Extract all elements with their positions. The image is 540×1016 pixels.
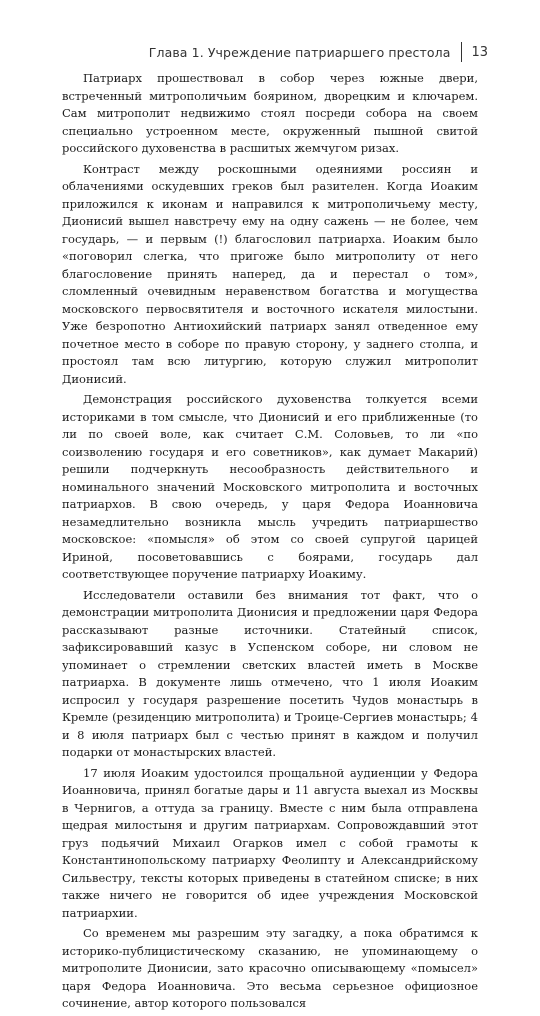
body-text (62, 70, 478, 1016)
paragraph: Демонстрация российского духовенства толкуется всеми историками в том смысле, что Дионисий и его приближенные (то ли по своей воле, как считает С.М. Соловьев, то ли «по соизволению государя и его советников», как думает Макарий) решили подчеркнуть несообразность действительного и номинального значений Московского митрополита и восточных патриархов. В свою очередь, у царя Федора Иоанновича незамедлительно возникла мысль учредить патриаршество московское: «помысля» об этом со своей супругой царицей Ириной, посоветовавшись с боярами, государь дал соответствующее поручение патриарху Иоакиму. (62, 392, 478, 581)
running-header (149, 42, 488, 62)
page-number: 13 (471, 44, 488, 60)
header-divider (461, 42, 462, 62)
paragraph: 17 июля Иоаким удостоился прощальной аудиенции у Федора Иоанновича, принял богатые дары и 11 августа выехал из Москвы в Чернигов, а оттуда за границу. Вместе с ним была отправлена щедрая милостыня и другим патриархам. Сопровождавший этот груз подьячий Михаил Огарков имел с собой грамоты к Константинопольскому патриарху Феолипту и Александрийскому Сильвестру, тексты которых приведены в статейном списке; в них также ничего не говорится об идее учреждения Московской патриархии. (62, 765, 478, 920)
paragraph: Патриарх прошествовал в собор через южные двери, встреченный митрополичьим боярином, дворецким и ключарем. Сам митрополит недвижимо стоял посреди собора на своем специально устроенном месте, окруженный пышной свитой российского духовенства в расшитых жемчугом ризах. (62, 71, 478, 155)
paragraph: Контраст между роскошными одеяниями россиян и облачениями оскудевших греков был разителен. Когда Иоаким приложился к иконам и направился к митрополичьему месту, Дионисий вышел навстречу ему на одну сажень — не более, чем государь, — и первым (!) благословил патриарха. Иоаким было «поговорил слегка, что пригоже было митрополиту от него благословение принять наперед, да и перестал о том», сломленный очевидным неравенством богатства и могущества московского первосвятителя и восточного искателя милостыни. Уже безропотно Антиохийский патриарх занял отведенное ему почетное место в соборе по правую сторону, у заднего столпа, и простоял там всю литургию, которую служил митрополит Дионисий. (62, 161, 478, 386)
paragraph: Исследователи оставили без внимания тот факт, что о демонстрации митрополита Дионисия и предложении царя Федора рассказывают разные источники. Статейный список, зафиксировавший казус в Успенском соборе, ни словом не упоминает о стремлении светских властей иметь в Москве патриарха. В документе лишь отмечено, что 1 июля Иоаким испросил у государя разрешение посетить Чудов монастырь в Кремле (резиденцию митрополита) и Троице-Сергиев монастырь; 4 и 8 июля патриарх был с честью принят в каждом и получил подарки от монастырских властей. (62, 587, 478, 759)
paragraph: Со временем мы разрешим эту загадку, а пока обратимся к историко-публицистическому сказанию, не упоминающему о митрополите Дионисии, зато красочно описывающему «помысел» царя Федора Иоанновича. Это весьма серьезное официозное сочинение, автор которого пользовался (62, 926, 478, 1010)
running-title: Глава 1. Учреждение патриаршего престола (148, 44, 451, 60)
